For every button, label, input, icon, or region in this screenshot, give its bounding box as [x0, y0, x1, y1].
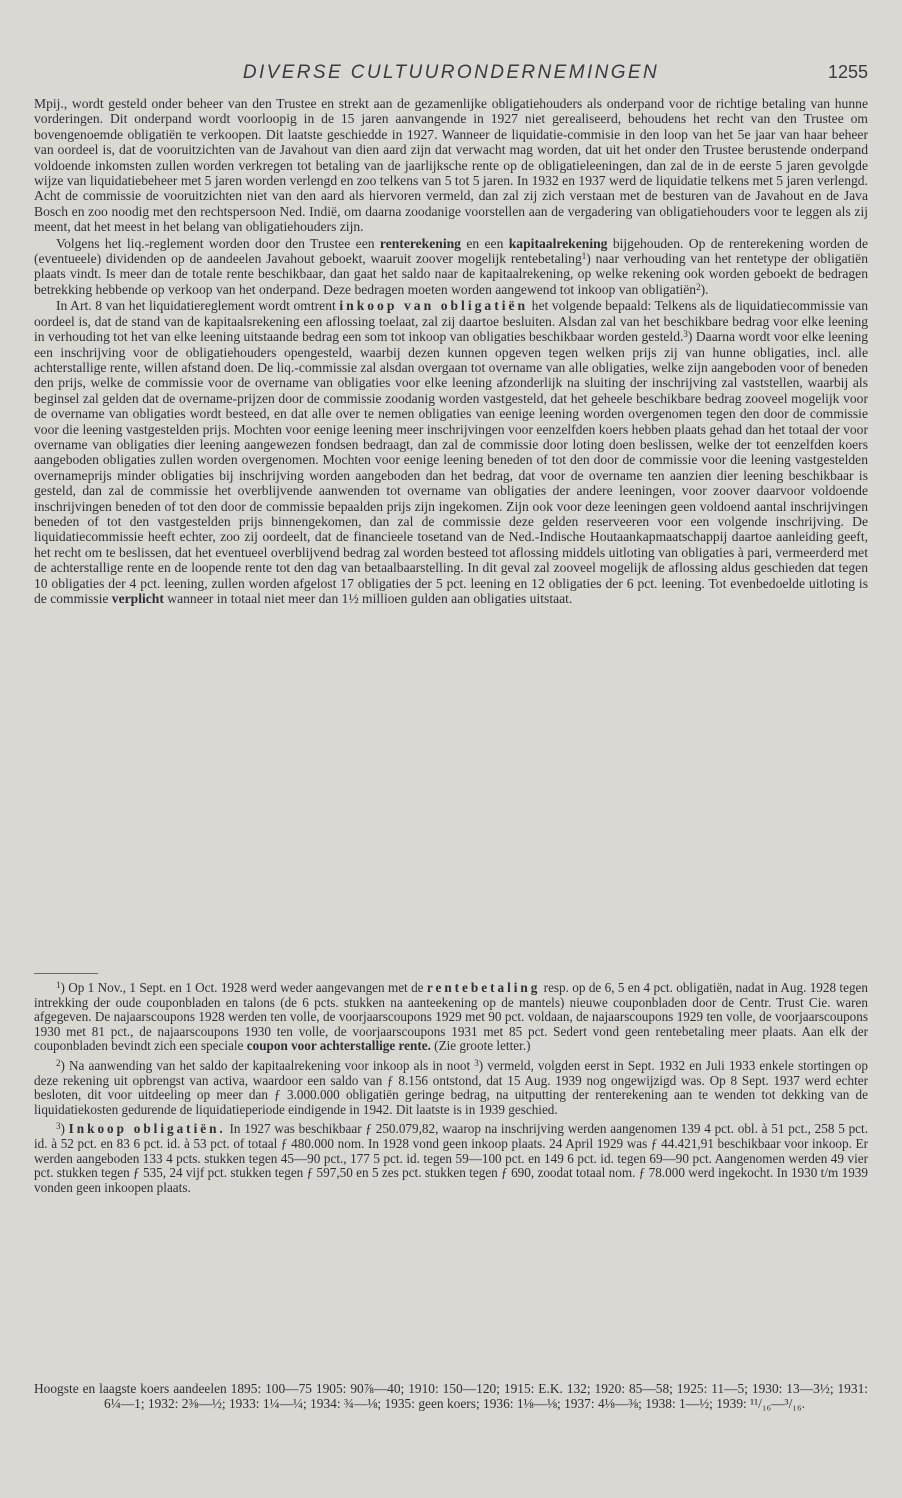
footnote-2: $^2$) Na aanwending van het saldo der kapitaalrekening voor inkoop als in noot $^3$) vermeld, volgden eerst in Sept. 1932 en Juli 1933 enkele stortingen op deze rekening uit opbrengst van activa, waardoor een saldo van ƒ 8.156 ontstond, dat 15 Aug. 1939 nog ongewijzigd was. Op 8 Sept. 1937 werd echter besloten, dit voor uitdeeling op meer dan ƒ 3.000.000 obligatiën geringe bedrag, na uitputting der renterekening aan te wenden tot dekking van de liquidatiekosten gedurende de liquidatieperiode eindigende in 1942. Dit laatste is in 1939 geschied.: [34, 1057, 868, 1117]
footnote-3: $^3$) Inkoop obligatiën. In 1927 was beschikbaar ƒ 250.079,82, waarop na inschrijving werden aangenomen 139 4 pct. obl. à 51 pct., 258 5 pct. id. à 52 pct. en 83 6 pct. id. à 53 pct. of totaal ƒ 480.000 nom. In 1928 vond geen inkoop plaats. 24 April 1929 was ƒ 44.421,91 beschikbaar voor inkoop. Er werden aangeboden 133 4 pcts. stukken tegen 45—90 pct., 177 5 pct. id. tegen 59—100 pct. en 149 6 pct. id. tegen 69—90 pct. Aangenomen werden 49 vier pct. stukken tegen ƒ 535, 24 vijf pct. stukken tegen ƒ 597,50 en 5 zes pct. stukken tegen ƒ 690, zoodat totaal nom. ƒ 78.000 werd ingekocht. In 1930 t/m 1939 vonden geen inkoopen plaats.: [34, 1121, 868, 1195]
term-inkoop-van-obligatien: inkoop van obligatiën: [339, 298, 529, 314]
footnote-ref-3: 3: [683, 329, 688, 340]
term-coupon-achterstallige-rente: coupon voor achterstallige rente.: [246, 1038, 431, 1054]
term-verplicht: verplicht: [111, 591, 164, 606]
paragraph-inkoop: In Art. 8 van het liquidatiereglement wordt omtrent inkoop van obligatiën het volgende bepaald: Telkens als de liquidatiecommissie van oordeel is, dat de stand van de kapitaalsrekening een aflossing toelaat, zal zij daartoe besluiten. Alsdan zal van het beschikbare bedrag voor elke leening in verhouding tot het van elke leening uitstaande bedrag een som tot inkoop van obligaties beschikbaar worden gesteld.$^3$) Daarna wordt voor elke leening een inschrijving voor de obligatiehouders opengesteld, waarbij dezen kunnen opgeven tegen welken prijs zij van hunne obligaties, incl. alle achterstallige rente, willen afstand doen. De liq.-commissie zal alsdan overgaan tot overname van alle obligaties, welke zijn aangeboden voor of beneden den prijs, welke de commissie voor de overname van obligaties voor elke leening afzonderlijk na sluiting der inschrijving zal vaststellen, waarbij als beginsel zal gelden dat de overname-prijzen door de commissie zoodanig worden vastgesteld, dat het geheele beschikbare bedrag zooveel mogelijk voor de overname van obligaties wordt besteed, en dat alle over te nemen obligaties van eenige leening worden overgenomen tegen den door de commissie voor die leening vastgestelden prijs. Mochten voor eenige leening meer inschrijvingen voor eenzelfden koers hebben plaats gehad dan het totaal der voor overname van obligaties dier leening aangewezen fondsen bedraagt, dan zal de commissie door loting doen beslissen, welke der tot eenzelfden koers aangeboden obligaties zullen worden overgenomen. Mochten voor eenige leening beneden of tot den door de commissie voor die leening vastgestelden overnameprijs minder obligaties bij inschrijving worden aangeboden dan het bedrag, dat voor de overname ten aanzien dier leening beschikbaar is gesteld, dan zal de commissie het overblijvende aanwenden tot overname van obligaties der andere leeningen, voor zoover daarvoor voldoende inschrijvingen beneden of tot den door de commissie bepaalden prijs zijn ingekomen. Zijn ook voor deze leeningen geen voldoend aantal inschrijvingen beneden of tot den vastgestelden prijs binnengekomen, dan zal de commissie deze gelden reserveeren voor een volgende inschrijving. De liquidatiecommissie heeft echter, zoo zij oordeelt, dat de financieele tosetand van de Ned.-Indische Houtaankapmaatschappij daartoe aanleiding geeft, het recht om te beslissen, dat het eventueel overblijvend bedrag zal worden besteed tot aflossing middels uitloting van obligaties à pari, vermeerderd met de achterstallige rente en de loopende rente tot den dag van betaalbaarstelling. In dit geval zal zooveel mogelijk de aflossing aldus geschieden dat tegen 10 obligaties der 4 pct. leening, zullen worden afgelost 17 obligaties der 5 pct. leening en 12 obligaties der 6 pct. leening. Tot evenbedoelde uitloting is de commissie verplicht wanneer in totaal niet meer dan 1½ millioen gulden aan obligaties uitstaat.: [34, 298, 869, 606]
running-header: [34, 62, 868, 86]
main-text: [34, 96, 868, 606]
term-rentebetaling: rentebetaling: [426, 980, 541, 995]
footnote-ref-2: 2: [696, 281, 701, 292]
footnote-1: $^1$) Op 1 Nov., 1 Sept. en 1 Oct. 1928 werd weder aangevangen met de rentebetaling resp. op de 6, 5 en 4 pct. obligatiën, nadat in Aug. 1928 tegen intrekking der oude couponbladen en talons (de 6 pcts. stukken na aanteekening op de mantels) nieuwe couponbladen door de Centr. Trust Cie. waren afgegeven. De najaarscoupons 1928 werden ten volle, de voorjaarscoupons 1929 met 90 pct. voldaan, de najaarscoupons 1929 ten volle, de voorjaarscoupons 1930 met 81 pct., de najaarscoupons 1930 ten volle, de voorjaarscoupons 1931 met 85 pct. Sedert vond geen rentebetaling meer plaats. Aan elk der couponbladen bevindt zich een speciale coupon voor achterstallige rente. (Zie groote letter.): [34, 980, 868, 1054]
footnote-ref-1: 1: [581, 251, 587, 262]
paragraph-rekeningen: Volgens het liq.-reglement worden door den Trustee een renterekening en een kapitaalrekening bijgehouden. Op de renterekening worden de (eventueele) dividenden op de aandeelen Javahout geboekt, waaruit zoover mogelijk rentebetaling$^1$) naar verhouding van het rentetype der obligatiën plaats vindt. Is meer dan de totale rente beschikbaar, dan gaat het saldo naar de kapitaalrekening, op welke rekening ook worden geboekt de bedragen betrekking hebbende op verkoop van het onderpand. Deze bedragen moeten worden aangewend tot inkoop van obligatiën$^2$).: [34, 235, 869, 297]
footnotes: [34, 981, 868, 1200]
term-renterekening: renterekening: [379, 235, 461, 251]
paragraph-onderpand: Mpij., wordt gesteld onder beheer van den Trustee en strekt aan de gezamenlijke obligatiehouders als onderpand voor de richtige betaling van hunne vorderingen. Dit onderpand wordt voorloopig in de 15 jaren aanvangende in 1927 niet gerealiseerd, behoudens het recht van den Trustee om bovengenoemde obligatiën te verkoopen. Dit laatste geschiedde in 1927. Wanneer de liquidatie-commisie in den loop van het 5e jaar van haar beheer van oordeel is, dat de vooruitzichten van de Javahout van dien aard zijn dat verwacht mag worden, dat uit het onder den Trustee berustende onderpand voldoende inkomsten zullen worden verkregen tot betaling van de jaarlijksche rente op de obligatieleeningen, dan zal de in de eerste 5 jaren gevolgde wijze van liquidatiebeheer met 5 jaren worden verlengd en zoo telkens van 5 tot 5 jaren. In 1932 en 1937 werd de liquidatie telkens met 5 jaren verlengd. Acht de commissie de vooruitzichten niet van den aard als hiervoren vermeld, dan zal zij zich verstaan met de besturen van de Javahout en de Java Bosch en zoo noodig met den rechtspersoon Ned. Indië, om daarna zoodanige voorstellen aan de vergadering van obligatiehouders voor te leggen als zij meent, dat het meest in het belang van obligatiehouders zijn.: [34, 96, 868, 235]
koers-overzicht: [34, 1382, 868, 1411]
page-number: 1255: [827, 62, 868, 82]
footnote-divider: [34, 973, 98, 974]
term-kapitaalrekening: kapitaalrekening: [508, 235, 608, 251]
running-title: DIVERSE CULTUURONDERNEMINGEN: [242, 62, 660, 83]
koers-text: Hoogste en laagste koers aandeelen 1895: 100—75 1905: 90⅞—40; 1910: 150—120; 1915: E.K. 132; 1920: 85—58; 1925: 11—5; 1930: 13—3½; 1931: 6¼—1; 1932: 2⅜—½; 1933: 1¼—¼; 1934: ¾—⅛; 1935: geen koers; 1936: 1⅛—⅛; 1937: 4⅛—⅜; 1938: 1—½; 1939: ¹¹/₁₆—³/₁₆.: [34, 1381, 868, 1411]
term-inkoop-obligatien: Inkoop obligatiën.: [68, 1121, 226, 1137]
